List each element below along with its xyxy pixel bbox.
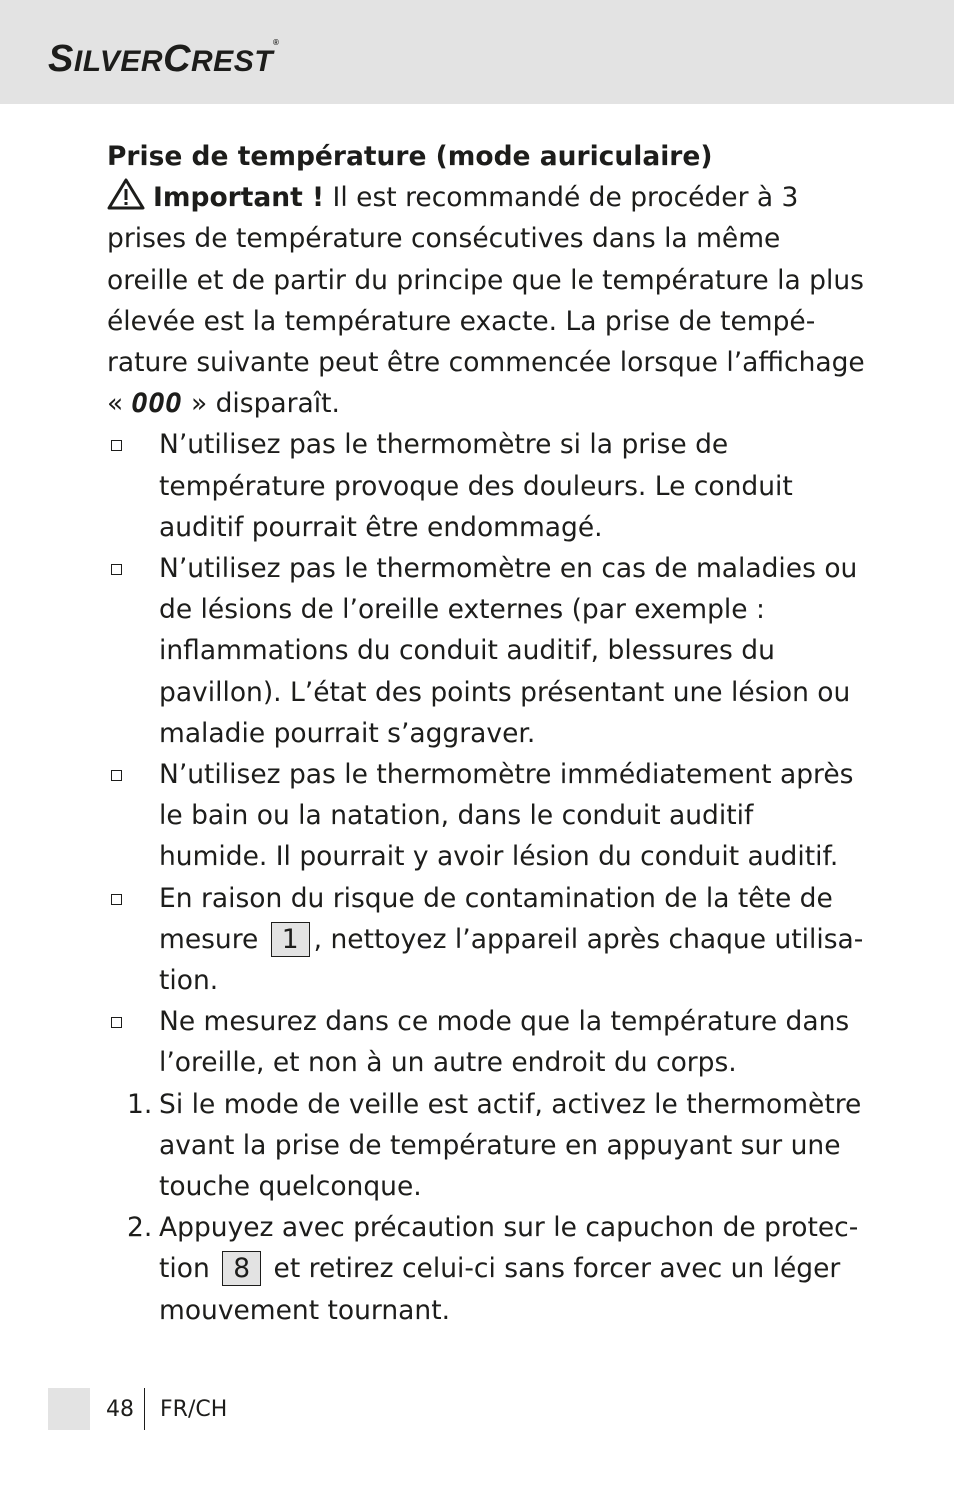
footer-tab (48, 1388, 90, 1430)
main-content (107, 136, 867, 1331)
part-reference-1: 1 (271, 922, 310, 957)
list-item: En raison du risque de contamination de la tête de mesure 1 , nettoyez l’appareil après chaque utilisation. (107, 878, 867, 1002)
list-item: N’utilisez pas le thermomètre si la prise de température provoque des douleurs. Le conduit auditif pourrait être endommagé. (107, 424, 867, 548)
bullet-square-icon (111, 440, 122, 451)
bullet-square-icon (111, 770, 122, 781)
display-symbol: OOO (131, 388, 183, 420)
steps-list (107, 1084, 867, 1331)
step-number: 1. (127, 1088, 153, 1120)
step-item: 2. Appuyez avec précaution sur le capuchon de protection 8 et retirez celui-ci sans forcer avec un léger mouvement tournant. (107, 1207, 867, 1331)
important-tail: » disparaît. (182, 388, 340, 420)
bullet-square-icon (111, 894, 122, 905)
important-paragraph (107, 177, 867, 424)
list-item: Ne mesurez dans ce mode que la température dans l’oreille, et non à un autre endroit du corps. (107, 1001, 867, 1083)
footer-divider (144, 1388, 145, 1430)
silvercrest-logo: SILVERCREST® (48, 38, 280, 80)
list-item: N’utilisez pas le thermomètre immédiatement après le bain ou la natation, dans le conduit auditif humide. Il pourrait y avoir lésion du conduit auditif. (107, 754, 867, 878)
important-label: Important ! (153, 182, 325, 214)
section-title: Prise de température (mode auriculaire) (107, 141, 713, 172)
language-code: FR/CH (160, 1397, 228, 1422)
list-item: N’utilisez pas le thermomètre en cas de maladies ou de lésions de l’oreille externes (par exemple : inflammations du conduit auditif, blessures du pavillon). L’état des points présentant une lésion ou maladie pourrait s’aggraver. (107, 548, 867, 754)
warning-list (107, 424, 867, 1083)
warning-icon (107, 178, 145, 210)
page-header (0, 0, 954, 104)
part-reference-8: 8 (222, 1251, 261, 1286)
page-number: 48 (106, 1397, 134, 1422)
important-text: Il est recommandé de procéder à 3 prises de température consécutives dans la même oreille et de partir du principe que le température la plus élevée est la température exacte. La prise de température suivante peut être commencée lorsque l’affichage « (107, 182, 865, 420)
step-number: 2. (127, 1212, 153, 1244)
step-item: 1. Si le mode de veille est actif, activez le thermomètre avant la prise de température en appuyant sur une touche quelconque. (107, 1084, 867, 1208)
bullet-square-icon (111, 564, 122, 575)
bullet-square-icon (111, 1017, 122, 1028)
